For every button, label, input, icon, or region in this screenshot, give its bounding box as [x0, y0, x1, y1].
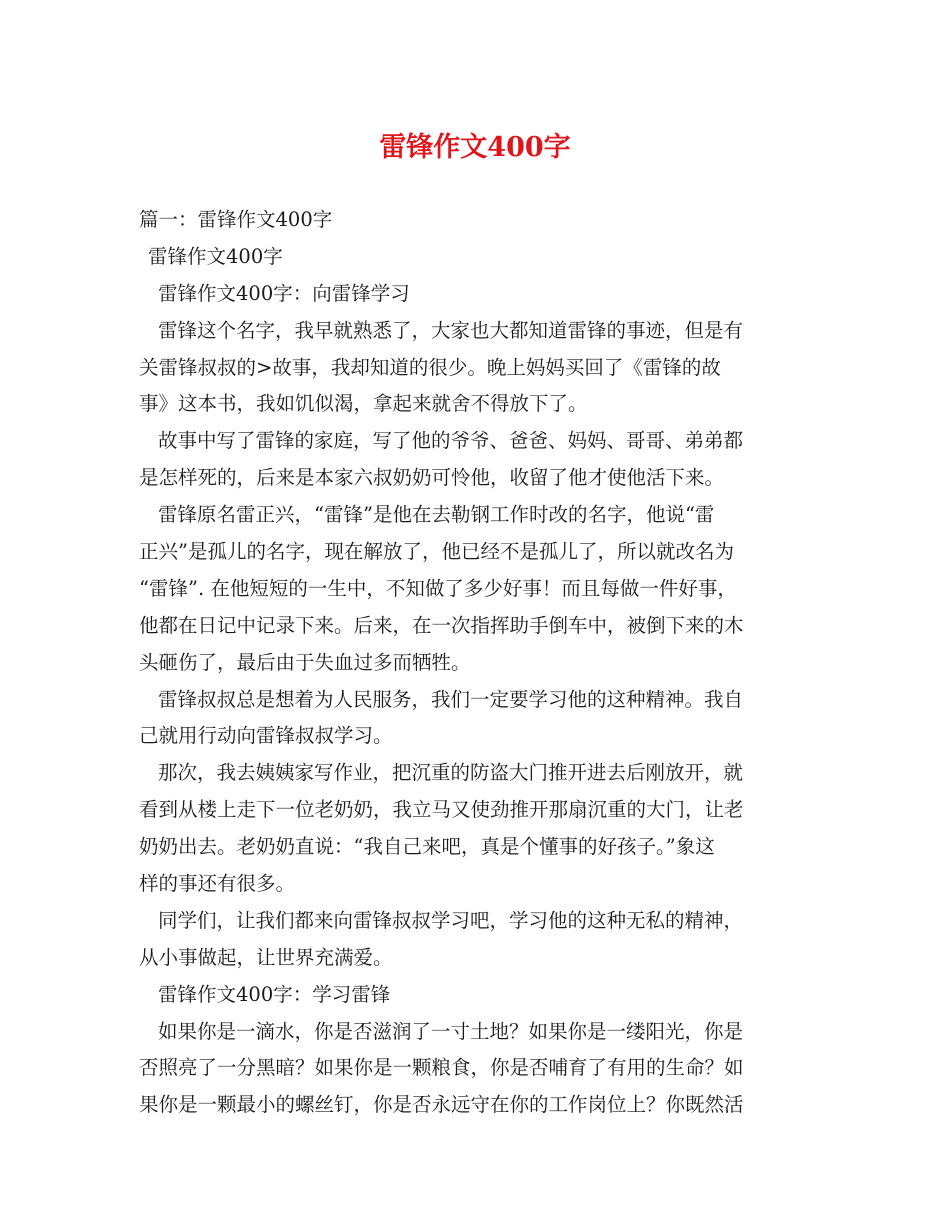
paragraph-line: 事》这本书，我如饥似渴，拿起来就舍不得放下了。	[139, 392, 588, 416]
paragraph-line: 故事中写了雷锋的家庭，写了他的爷爷、爸爸、妈妈、哥哥、弟弟都	[158, 429, 744, 453]
paragraph-line: 果你是一颗最小的螺丝钉，你是否永远守在你的工作岗位上？你既然活	[139, 1093, 744, 1117]
subsection-heading: 雷锋作文400字	[148, 244, 283, 268]
paragraph-line: 他都在日记中记录下来。后来，在一次指挥助手倒车中，被倒下来的木	[139, 613, 744, 637]
section-heading: 篇一：雷锋作文400字	[139, 208, 333, 231]
paragraph-line: 看到从楼上走下一位老奶奶，我立马又使劲推开那扇沉重的大门，让老	[139, 798, 744, 822]
paragraph-line: 奶奶出去。老奶奶直说：“我自己来吧，真是个懂事的好孩子。”象这	[139, 835, 715, 859]
paragraph-line: 样的事还有很多。	[139, 872, 296, 896]
paragraph-line: 否照亮了一分黑暗？如果你是一颗粮食，你是否哺育了有用的生命？如	[139, 1056, 744, 1080]
paragraph-line: 正兴”是孤儿的名字，现在解放了，他已经不是孤儿了，所以就改名为	[139, 540, 734, 564]
paragraph-line: 是怎样死的，后来是本家六叔奶奶可怜他，收留了他才使他活下来。	[139, 466, 725, 490]
essay-heading: 雷锋作文400字：向雷锋学习	[158, 281, 410, 305]
essay-heading: 雷锋作文400字：学习雷锋	[158, 982, 391, 1006]
paragraph-line: 关雷锋叔叔的>故事，我却知道的很少。晚上妈妈买回了《雷锋的故	[139, 355, 721, 379]
paragraph-line: 从小事做起，让世界充满爱。	[139, 945, 393, 969]
paragraph-line: 那次，我去姨姨家写作业，把沉重的防盗大门推开进去后刚放开，就	[158, 761, 744, 785]
paragraph-line: 如果你是一滴水，你是否滋润了一寸土地？如果你是一缕阳光，你是	[158, 1019, 744, 1043]
paragraph-line: 己就用行动向雷锋叔叔学习。	[139, 724, 393, 748]
paragraph-line: 雷锋叔叔总是想着为人民服务，我们一定要学习他的这种精神。我自	[158, 687, 744, 711]
paragraph-line: 同学们，让我们都来向雷锋叔叔学习吧，学习他的这种无私的精神，	[158, 908, 744, 932]
document-title: 雷锋作文400字	[379, 132, 571, 163]
paragraph-line: 头砸伤了，最后由于失血过多而牺牲。	[139, 650, 471, 674]
document-body	[139, 202, 819, 1124]
paragraph-line: “雷锋”. 在他短短的一生中，不知做了多少好事！而且每做一件好事，	[139, 576, 737, 600]
paragraph-line: 雷锋原名雷正兴，“雷锋”是他在去勒钢工作时改的名字，他说“雷	[158, 503, 715, 527]
paragraph-line: 雷锋这个名字，我早就熟悉了，大家也大都知道雷锋的事迹，但是有	[158, 318, 744, 342]
